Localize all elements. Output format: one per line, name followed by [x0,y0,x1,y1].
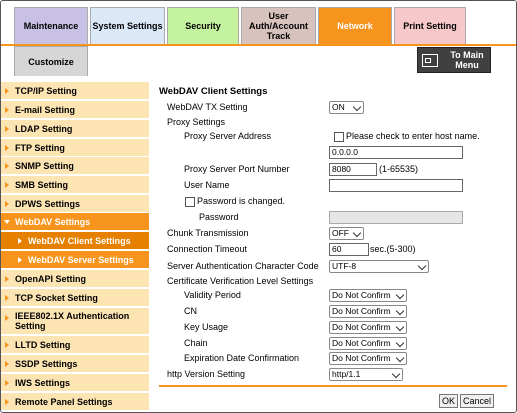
sidebar-item-webdav-client[interactable] [1,232,149,249]
arrow-right-icon [5,315,9,321]
http-version-label: http Version Setting [167,369,246,379]
tab-user-auth-line1: User [268,11,289,21]
sidebar-item-label: E-mail Setting [15,104,76,115]
chevron-down-icon [353,229,361,237]
settings-panel [151,80,514,412]
chain-value: Do Not Confirm [332,338,391,348]
sidebar-item-label: WebDAV Server Settings [28,254,134,265]
sidebar-item-label: SNMP Setting [15,160,74,171]
sidebar-item-label: TCP Socket Setting [15,292,98,303]
cn-select[interactable] [329,305,407,318]
sidebar-item-lltd[interactable] [1,336,149,353]
proxy-port-input[interactable]: 8080 [329,163,377,176]
sidebar-item-label: TCP/IP Setting [15,85,77,96]
proxy-address-label: Proxy Server Address [184,131,272,141]
chevron-down-icon [353,103,361,111]
tab-system-settings[interactable] [90,7,165,44]
arrow-right-icon [5,276,9,282]
expiration-date-value: Do Not Confirm [332,353,391,363]
sidebar-item-label: IWS Settings [15,377,71,388]
sidebar-item-webdav-server[interactable] [1,251,149,268]
arrow-right-icon [18,238,22,244]
sidebar-item-dpws[interactable] [1,195,149,212]
sidebar-item-remote-panel[interactable] [1,393,149,410]
tab-maintenance-label: Maintenance [23,21,79,31]
main-menu-icon [422,54,438,67]
chevron-down-icon [418,262,426,270]
arrow-right-icon [5,342,9,348]
arrow-right-icon [5,182,9,188]
sidebar-item-snmp[interactable] [1,157,149,174]
proxy-hostname-check-label: Please check to enter host name. [346,131,480,141]
sidebar-item-iws[interactable] [1,374,149,391]
to-main-menu-line1: To Main [450,50,484,60]
password-changed-label: Password is changed. [197,196,286,206]
chunk-transmission-label: Chunk Transmission [167,228,249,238]
http-version-select[interactable] [329,368,403,381]
sidebar-item-label: Remote Panel Settings [15,396,113,407]
sidebar-item-label: LDAP Setting [15,123,73,134]
webdav-tx-select[interactable] [329,101,364,114]
chain-select[interactable] [329,337,407,350]
tab-security[interactable] [167,7,239,44]
arrow-right-icon [5,399,9,405]
sidebar-item-email[interactable] [1,101,149,118]
sidebar-item-label-line1: IEEE802.1X Authentication [15,311,130,321]
tab-user-auth-label [249,11,308,41]
sidebar-item-label: DPWS Settings [15,198,81,209]
arrow-right-icon [5,88,9,94]
sidebar-item-ldap[interactable] [1,120,149,137]
sidebar-item-smb[interactable] [1,176,149,193]
proxy-port-label: Proxy Server Port Number [184,164,290,174]
arrow-right-icon [5,361,9,367]
sidebar-item-label: FTP Setting [15,142,65,153]
arrow-right-icon [5,126,9,132]
expiration-date-label: Expiration Date Confirmation [184,353,300,363]
tab-security-label: Security [185,21,221,31]
cert-verification-label: Certificate Verification Level Settings [167,276,314,286]
charcode-value: UTF-8 [332,261,357,271]
sidebar-item-label: WebDAV Client Settings [28,235,131,246]
sidebar-item-label: WebDAV Settings [15,216,91,227]
chevron-down-icon [396,307,404,315]
tab-user-auth-line2: Auth/Account [249,21,308,31]
key-usage-select[interactable] [329,321,407,334]
password-label: Password [199,212,239,222]
chunk-transmission-select[interactable] [329,227,364,240]
user-name-input[interactable] [329,179,463,192]
arrow-right-icon [18,257,22,263]
to-main-menu-line2: Menu [455,60,479,70]
chunk-transmission-value: OFF [332,228,349,238]
tab-network-label: Network [337,21,373,31]
chevron-down-icon [392,370,400,378]
chain-label: Chain [184,338,208,348]
chevron-down-icon [396,291,404,299]
sidebar-item-label [15,311,129,331]
sidebar-item-openapi[interactable] [1,270,149,287]
sidebar-item-ssdp[interactable] [1,355,149,372]
key-usage-label: Key Usage [184,322,229,332]
arrow-right-icon [5,145,9,151]
to-main-menu-label [444,50,490,70]
arrow-right-icon [5,163,9,169]
http-version-value: http/1.1 [332,369,361,379]
user-name-label: User Name [184,180,230,190]
sidebar-item-ieee8021x[interactable] [1,308,149,334]
expiration-date-select[interactable] [329,352,407,365]
tab-print-setting-label: Print Setting [403,21,457,31]
arrow-right-icon [5,107,9,113]
tab-customize[interactable] [14,46,88,76]
cn-label: CN [184,306,197,316]
sidebar-item-tcp-socket[interactable] [1,289,149,306]
sidebar-item-label: SSDP Settings [15,358,78,369]
sidebar-item-webdav[interactable] [1,213,149,230]
sidebar-item-ftp[interactable] [1,139,149,156]
tab-network[interactable] [318,7,392,44]
connection-timeout-label: Connection Timeout [167,244,248,254]
password-changed-checkbox[interactable] [185,197,195,207]
cn-value: Do Not Confirm [332,306,391,316]
connection-timeout-unit: sec.(5-300) [370,244,416,254]
proxy-settings-label: Proxy Settings [167,117,226,127]
password-input [329,211,463,224]
ok-button[interactable]: OK [439,394,458,408]
footer-divider [159,385,507,387]
sidebar-item-tcpip[interactable] [1,82,149,99]
arrow-right-icon [5,380,9,386]
to-main-menu-button[interactable] [417,47,491,73]
chevron-down-icon [396,323,404,331]
validity-period-label: Validity Period [184,290,241,300]
sidebar-item-label: LLTD Setting [15,339,71,350]
cancel-button[interactable]: Cancel [460,394,494,408]
tab-user-auth[interactable] [241,7,316,44]
proxy-hostname-checkbox[interactable] [334,132,344,142]
tab-maintenance[interactable] [14,7,88,44]
validity-period-value: Do Not Confirm [332,290,391,300]
sidebar-item-label: SMB Setting [15,179,68,190]
tab-bar [1,1,516,85]
validity-period-select[interactable] [329,289,407,302]
sidebar-item-label-line2: Setting [15,321,46,331]
sidebar-item-label: OpenAPI Setting [15,273,87,284]
proxy-address-input[interactable]: 0.0.0.0 [329,146,463,159]
tab-system-settings-label: System Settings [92,21,163,31]
key-usage-value: Do Not Confirm [332,322,391,332]
charcode-label: Server Authentication Character Code [167,261,319,271]
arrow-down-icon [4,220,10,224]
page-title: WebDAV Client Settings [159,86,268,97]
charcode-select[interactable] [329,260,429,273]
arrow-right-icon [5,201,9,207]
tab-print-setting[interactable] [394,7,466,44]
chevron-down-icon [396,339,404,347]
arrow-right-icon [5,295,9,301]
tab-customize-label: Customize [28,56,74,67]
chevron-down-icon [396,354,404,362]
proxy-port-range: (1-65535) [379,164,419,174]
webdav-tx-value: ON [332,102,345,112]
tab-user-auth-line3: Track [266,31,291,41]
connection-timeout-input[interactable]: 60 [329,243,369,256]
sidebar [1,80,149,412]
webdav-tx-label: WebDAV TX Setting [167,102,248,112]
